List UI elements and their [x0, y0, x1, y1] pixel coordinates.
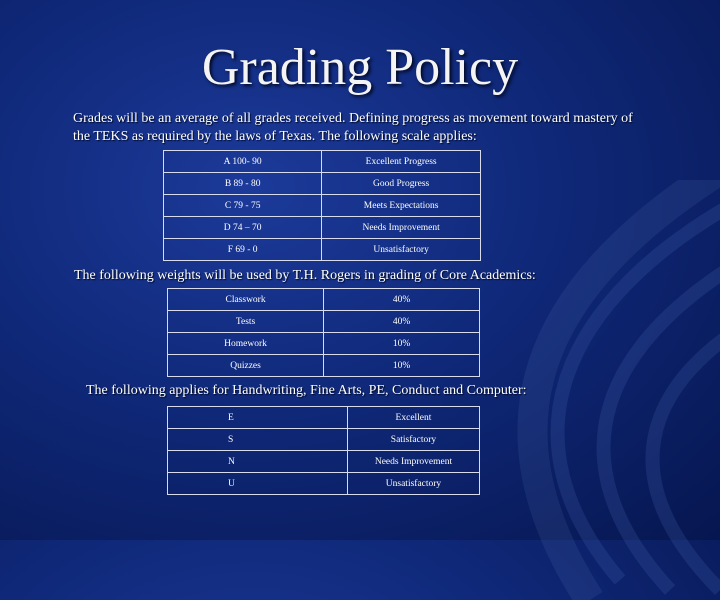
weights-table: [167, 288, 480, 377]
mark-meaning-cell: Satisfactory: [347, 429, 479, 451]
table-row: [168, 473, 480, 495]
category-cell: Homework: [168, 333, 324, 355]
grade-meaning-cell: Meets Expectations: [322, 195, 481, 217]
table-row: [164, 151, 481, 173]
table-row: [168, 355, 480, 377]
marks-table: [167, 406, 480, 495]
table-row: [164, 173, 481, 195]
table-row: [164, 239, 481, 261]
handwriting-paragraph: The following applies for Handwriting, Fine Arts, PE, Conduct and Computer:: [86, 383, 527, 398]
grade-meaning-cell: Needs Improvement: [322, 217, 481, 239]
table-row: [168, 407, 480, 429]
grade-range-cell: B 89 - 80: [164, 173, 322, 195]
grade-meaning-cell: Unsatisfactory: [322, 239, 481, 261]
mark-meaning-cell: Excellent: [347, 407, 479, 429]
mark-cell: S: [168, 429, 348, 451]
grade-range-cell: A 100- 90: [164, 151, 322, 173]
table-row: [168, 451, 480, 473]
mark-meaning-cell: Needs Improvement: [347, 451, 479, 473]
category-cell: Classwork: [168, 289, 324, 311]
grade-meaning-cell: Excellent Progress: [322, 151, 481, 173]
slide-title: Grading Policy: [201, 39, 519, 96]
grade-range-cell: D 74 – 70: [164, 217, 322, 239]
category-cell: Quizzes: [168, 355, 324, 377]
mark-meaning-cell: Unsatisfactory: [347, 473, 479, 495]
category-cell: Tests: [168, 311, 324, 333]
percent-cell: 40%: [324, 311, 480, 333]
percent-cell: 10%: [324, 333, 480, 355]
weights-paragraph: The following weights will be used by T.H. Rogers in grading of Core Academics:: [74, 268, 536, 283]
table-row: [168, 311, 480, 333]
mark-cell: E: [168, 407, 348, 429]
grade-range-cell: C 79 - 75: [164, 195, 322, 217]
percent-cell: 40%: [324, 289, 480, 311]
percent-cell: 10%: [324, 355, 480, 377]
table-row: [164, 217, 481, 239]
grade-meaning-cell: Good Progress: [322, 173, 481, 195]
table-row: [168, 289, 480, 311]
table-row: [168, 333, 480, 355]
intro-paragraph: Grades will be an average of all grades received. Defining progress as movement toward mastery of the TEKS as required by the laws of Texas. The following scale applies:: [73, 111, 633, 144]
table-row: [164, 195, 481, 217]
mark-cell: U: [168, 473, 348, 495]
grade-range-cell: F 69 - 0: [164, 239, 322, 261]
table-row: [168, 429, 480, 451]
grade-scale-table: [163, 150, 481, 261]
mark-cell: N: [168, 451, 348, 473]
